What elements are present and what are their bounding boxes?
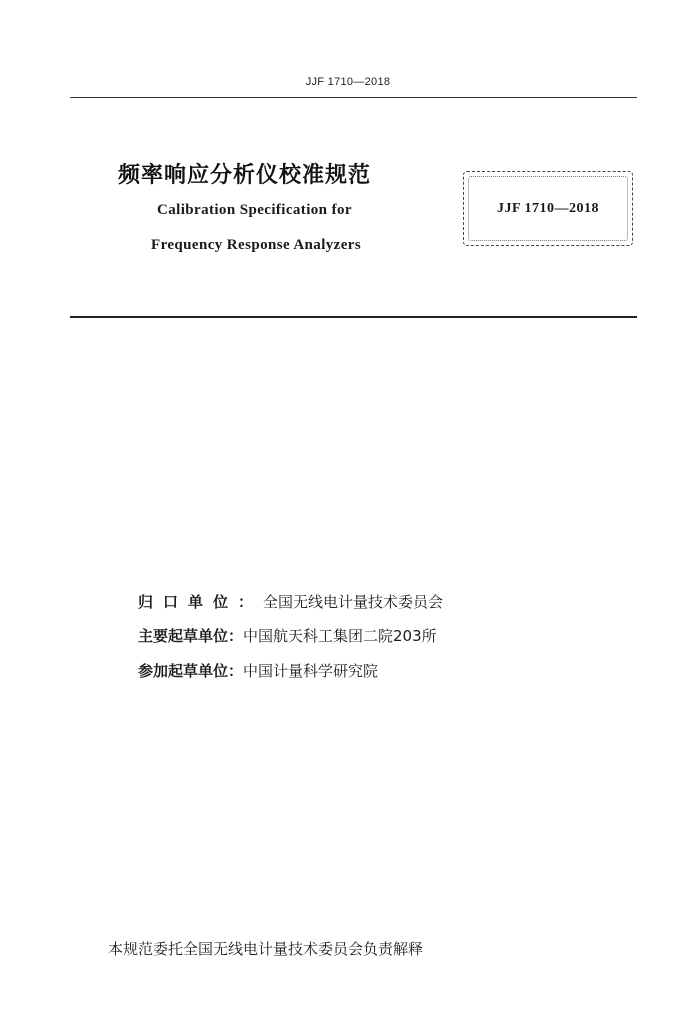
- code-box-text: JJF 1710—2018: [496, 201, 600, 216]
- title-chinese: 频率响应分析仪校准规范: [118, 163, 372, 188]
- title-english-line2: Frequency Response Analyzers: [151, 237, 362, 253]
- org-value: 中国航天科工集团二院203所: [243, 627, 437, 645]
- title-divider: [70, 316, 637, 318]
- title-english-line1: Calibration Specification for: [157, 202, 352, 218]
- org-value: 全国无线电计量技术委员会: [263, 593, 444, 611]
- org-label: 参加起草单位：: [138, 662, 244, 680]
- org-row-main-drafter: [138, 625, 437, 646]
- org-label: 主要起草单位：: [138, 627, 244, 645]
- standard-code-box: [463, 171, 633, 246]
- org-row-participating-drafter: [138, 660, 378, 681]
- org-label: 归口单位：: [138, 593, 264, 611]
- header-standard-code: JJF 1710—2018: [305, 76, 391, 88]
- org-row-responsible: [138, 591, 443, 612]
- header-divider: [70, 97, 637, 98]
- footer-interpretation-note: 本规范委托全国无线电计量技术委员会负责解释: [108, 940, 424, 958]
- org-value: 中国计量科学研究院: [243, 662, 379, 680]
